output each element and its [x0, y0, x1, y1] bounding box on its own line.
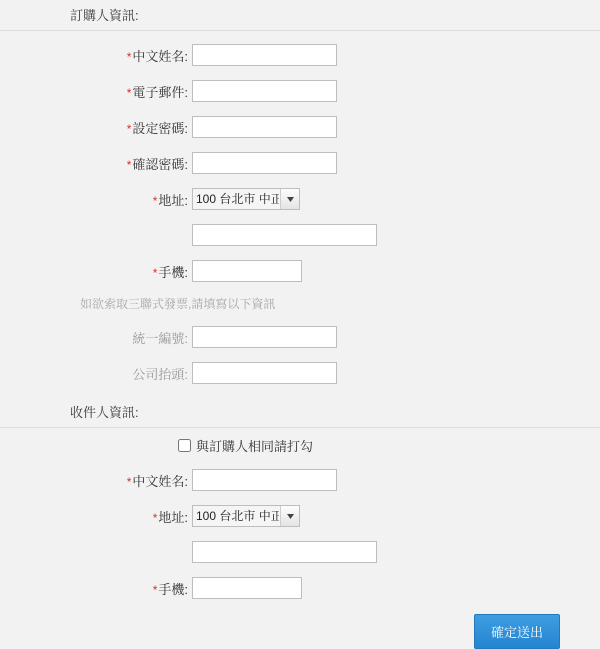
- buyer-password-confirm-input[interactable]: [192, 152, 337, 174]
- buyer-address-select[interactable]: [192, 188, 300, 210]
- buyer-name-row: [0, 37, 600, 73]
- receiver-mobile-row: [0, 570, 600, 606]
- required-marker: *: [126, 474, 132, 489]
- invoice-tax-id-input[interactable]: [192, 326, 337, 348]
- submit-button[interactable]: 確定送出: [474, 614, 560, 649]
- invoice-company-label: 公司抬頭:: [132, 366, 188, 382]
- buyer-name-input[interactable]: [192, 44, 337, 66]
- buyer-name-label: *中文姓名:: [126, 48, 188, 64]
- same-as-buyer-label: 與訂購人相同請打勾: [196, 438, 314, 454]
- required-marker: *: [126, 85, 132, 100]
- same-as-buyer-checkbox[interactable]: [178, 439, 191, 452]
- required-marker: *: [126, 157, 132, 172]
- buyer-password-confirm-row: [0, 145, 600, 181]
- buyer-password-confirm-label: *確認密碼:: [126, 156, 188, 172]
- invoice-company-input[interactable]: [192, 362, 337, 384]
- invoice-tax-id-row: [0, 319, 600, 355]
- required-marker: *: [152, 193, 158, 208]
- buyer-password-input[interactable]: [192, 116, 337, 138]
- required-marker: *: [152, 582, 158, 597]
- required-marker: *: [126, 49, 132, 64]
- buyer-address-detail-row: [0, 217, 600, 253]
- receiver-address-detail-input[interactable]: [192, 541, 377, 563]
- required-marker: *: [152, 510, 158, 525]
- buyer-address-row: [0, 181, 600, 217]
- buyer-mobile-row: [0, 253, 600, 289]
- receiver-section-title: 收件人資訊:: [0, 397, 600, 428]
- receiver-name-label: *中文姓名:: [126, 473, 188, 489]
- submit-row: [0, 614, 600, 649]
- receiver-address-select[interactable]: [192, 505, 300, 527]
- receiver-address-row: [0, 498, 600, 534]
- buyer-address-select-wrap: [192, 188, 300, 210]
- buyer-mobile-label: *手機:: [152, 264, 188, 280]
- required-marker: *: [152, 265, 158, 280]
- buyer-address-label: *地址:: [152, 192, 188, 208]
- invoice-tax-id-label: 統一編號:: [132, 330, 188, 346]
- invoice-company-row: [0, 355, 600, 391]
- invoice-note: 如欲索取三聯式發票,請填寫以下資訊: [80, 297, 276, 311]
- buyer-email-input[interactable]: [192, 80, 337, 102]
- buyer-address-detail-input[interactable]: [192, 224, 377, 246]
- receiver-name-input[interactable]: [192, 469, 337, 491]
- receiver-name-row: [0, 462, 600, 498]
- required-marker: *: [126, 121, 132, 136]
- receiver-mobile-input[interactable]: [192, 577, 302, 599]
- buyer-mobile-input[interactable]: [192, 260, 302, 282]
- same-as-buyer-row[interactable]: [0, 428, 600, 462]
- receiver-address-label: *地址:: [152, 509, 188, 525]
- receiver-address-select-wrap: [192, 505, 300, 527]
- buyer-email-row: [0, 73, 600, 109]
- buyer-email-label: *電子郵件:: [126, 84, 188, 100]
- receiver-address-detail-row: [0, 534, 600, 570]
- buyer-password-row: [0, 109, 600, 145]
- receiver-mobile-label: *手機:: [152, 581, 188, 597]
- buyer-section-title: 訂購人資訊:: [0, 0, 600, 31]
- buyer-password-label: *設定密碼:: [126, 120, 188, 136]
